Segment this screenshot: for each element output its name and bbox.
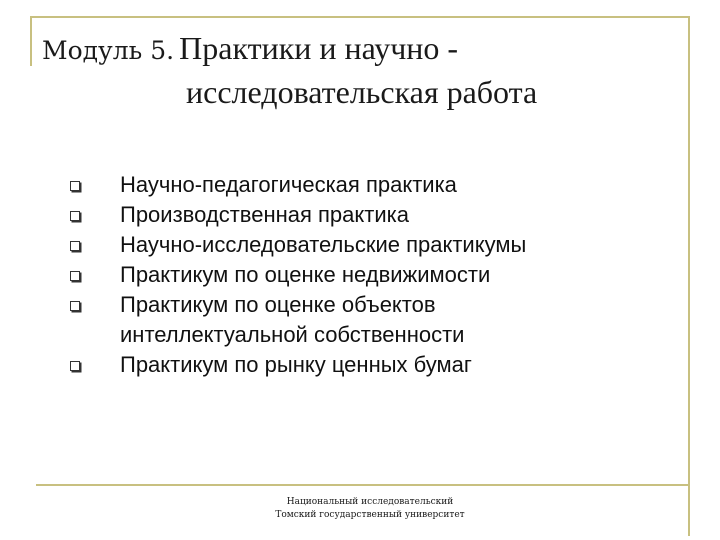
bullet-text: Научно-исследовательские практикумы bbox=[120, 232, 527, 257]
bullet-item bbox=[70, 170, 670, 200]
bullet-item bbox=[70, 260, 670, 290]
bullet-item bbox=[70, 200, 670, 230]
bullet-text: Практикум по оценке объектов bbox=[120, 292, 436, 317]
hollow-square-bullet-icon bbox=[70, 211, 80, 221]
title-text-line1: Практики и научно - bbox=[179, 30, 459, 66]
bullet-item bbox=[70, 230, 670, 260]
hollow-square-bullet-icon bbox=[70, 301, 80, 311]
title-text-line2: исследовательская работа bbox=[186, 74, 538, 110]
right-rule bbox=[688, 16, 690, 536]
bullet-item bbox=[70, 350, 670, 380]
bullet-text-continuation: интеллектуальной собственности bbox=[120, 322, 465, 347]
footer-line-1: Национальный исследовательский bbox=[286, 497, 454, 507]
hollow-square-bullet-icon bbox=[70, 241, 80, 251]
top-rule bbox=[30, 16, 690, 18]
slide-title bbox=[42, 30, 458, 67]
hollow-square-bullet-icon bbox=[70, 361, 80, 371]
title-module-prefix: Модуль 5. bbox=[42, 36, 175, 65]
bullet-text: Производственная практика bbox=[120, 202, 409, 227]
bottom-rule bbox=[36, 484, 690, 486]
bullet-list bbox=[70, 170, 670, 380]
footer-line-2: Томский государственный университет bbox=[275, 510, 465, 520]
footer-institution bbox=[200, 496, 540, 522]
bullet-text: Практикум по рынку ценных бумаг bbox=[120, 352, 472, 377]
hollow-square-bullet-icon bbox=[70, 271, 80, 281]
bullet-text: Научно-педагогическая практика bbox=[120, 172, 457, 197]
bullet-text: Практикум по оценке недвижимости bbox=[120, 262, 491, 287]
bullet-item bbox=[70, 290, 670, 350]
hollow-square-bullet-icon bbox=[70, 181, 80, 191]
left-rule bbox=[30, 16, 32, 66]
